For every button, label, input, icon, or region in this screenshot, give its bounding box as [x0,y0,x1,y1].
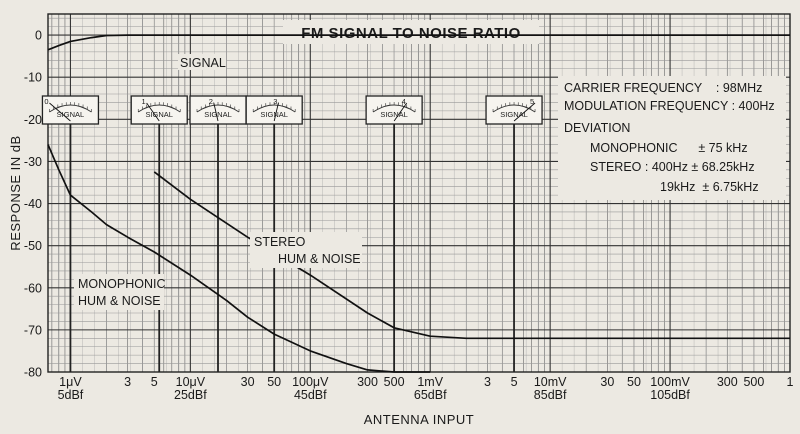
stereo-label-line1: STEREO [254,235,306,249]
spec-modulation-frequency: MODULATION FREQUENCY : 400Hz [564,99,775,113]
meter-label: SIGNAL [204,110,232,119]
x-tick-label: 100mV [650,375,690,389]
meter-number: 3 [273,97,278,106]
x-tick-label: 10μV [175,375,206,389]
x-tick-label: 5 [510,375,518,389]
meter-label: SIGNAL [260,110,288,119]
x-tick-label: 300 [716,375,738,389]
meter-label: SIGNAL [500,110,528,119]
meter-label: SIGNAL [145,110,173,119]
chart-title: FM SIGNAL TO NOISE RATIO [301,25,521,42]
meter-label: SIGNAL [380,110,408,119]
y-axis-label: RESPONSE IN dB [8,135,23,251]
x-tick-label: 300 [357,375,378,389]
x-axis-label: ANTENNA INPUT [363,412,475,427]
x-tick-label: 1 [786,375,794,389]
y-tick-label: -10 [23,70,42,85]
mono-label-line2: HUM & NOISE [78,294,161,308]
y-tick-label: 0 [35,28,42,43]
stereo-label-line2: HUM & NOISE [278,252,361,266]
x-tick-label: 500 [383,375,405,389]
meter-number: 4 [401,97,406,106]
x-tick-label: 1mV [417,375,444,389]
y-tick-label: -80 [23,365,42,380]
x-tick-sublabel: 105dBf [650,388,690,402]
x-tick-label: 30 [600,375,615,389]
x-tick-label: 3 [483,375,491,389]
series-line [48,145,430,372]
x-tick-label: 10mV [533,375,567,389]
x-tick-sublabel: 85dBf [533,388,567,402]
signal-label: SIGNAL [180,56,226,70]
meter-number: 5 [529,97,535,106]
x-tick-sublabel: 5dBf [57,388,84,402]
x-tick-label: 50 [267,375,282,389]
spec-carrier-frequency: CARRIER FREQUENCY : 98MHz [564,81,763,95]
y-tick-label: -50 [23,239,42,254]
spec-deviation: DEVIATION [564,121,631,135]
spec-mono-deviation: MONOPHONIC ± 75 kHz [590,141,748,155]
y-tick-label: -20 [23,112,42,127]
meter-number: 2 [208,97,213,106]
x-tick-label: 500 [743,375,765,389]
x-tick-sublabel: 45dBf [293,388,327,402]
x-tick-label: 30 [240,375,255,389]
y-tick-label: -30 [23,154,42,169]
x-tick-label: 1μV [59,375,82,389]
spec-pilot-deviation: 19kHz ± 6.75kHz [660,180,759,194]
x-tick-label: 100μV [292,375,329,389]
y-tick-label: -70 [23,323,42,338]
y-tick-labels [24,29,42,380]
x-tick-sublabel: 25dBf [174,388,207,402]
x-tick-label: 3 [124,375,132,389]
y-tick-label: -40 [23,197,42,212]
x-tick-sublabel: 65dBf [413,388,447,402]
y-tick-label: -60 [23,281,42,296]
mono-label-line1: MONOPHONIC [78,277,166,291]
meter-label: SIGNAL [56,110,85,119]
meter-number: 0 [44,97,49,106]
meter-number: 1 [141,97,146,106]
x-tick-labels [58,375,794,402]
x-tick-label: 5 [150,375,158,389]
x-tick-label: 50 [627,375,641,389]
spec-stereo-deviation: STEREO : 400Hz ± 68.25kHz [590,160,755,174]
